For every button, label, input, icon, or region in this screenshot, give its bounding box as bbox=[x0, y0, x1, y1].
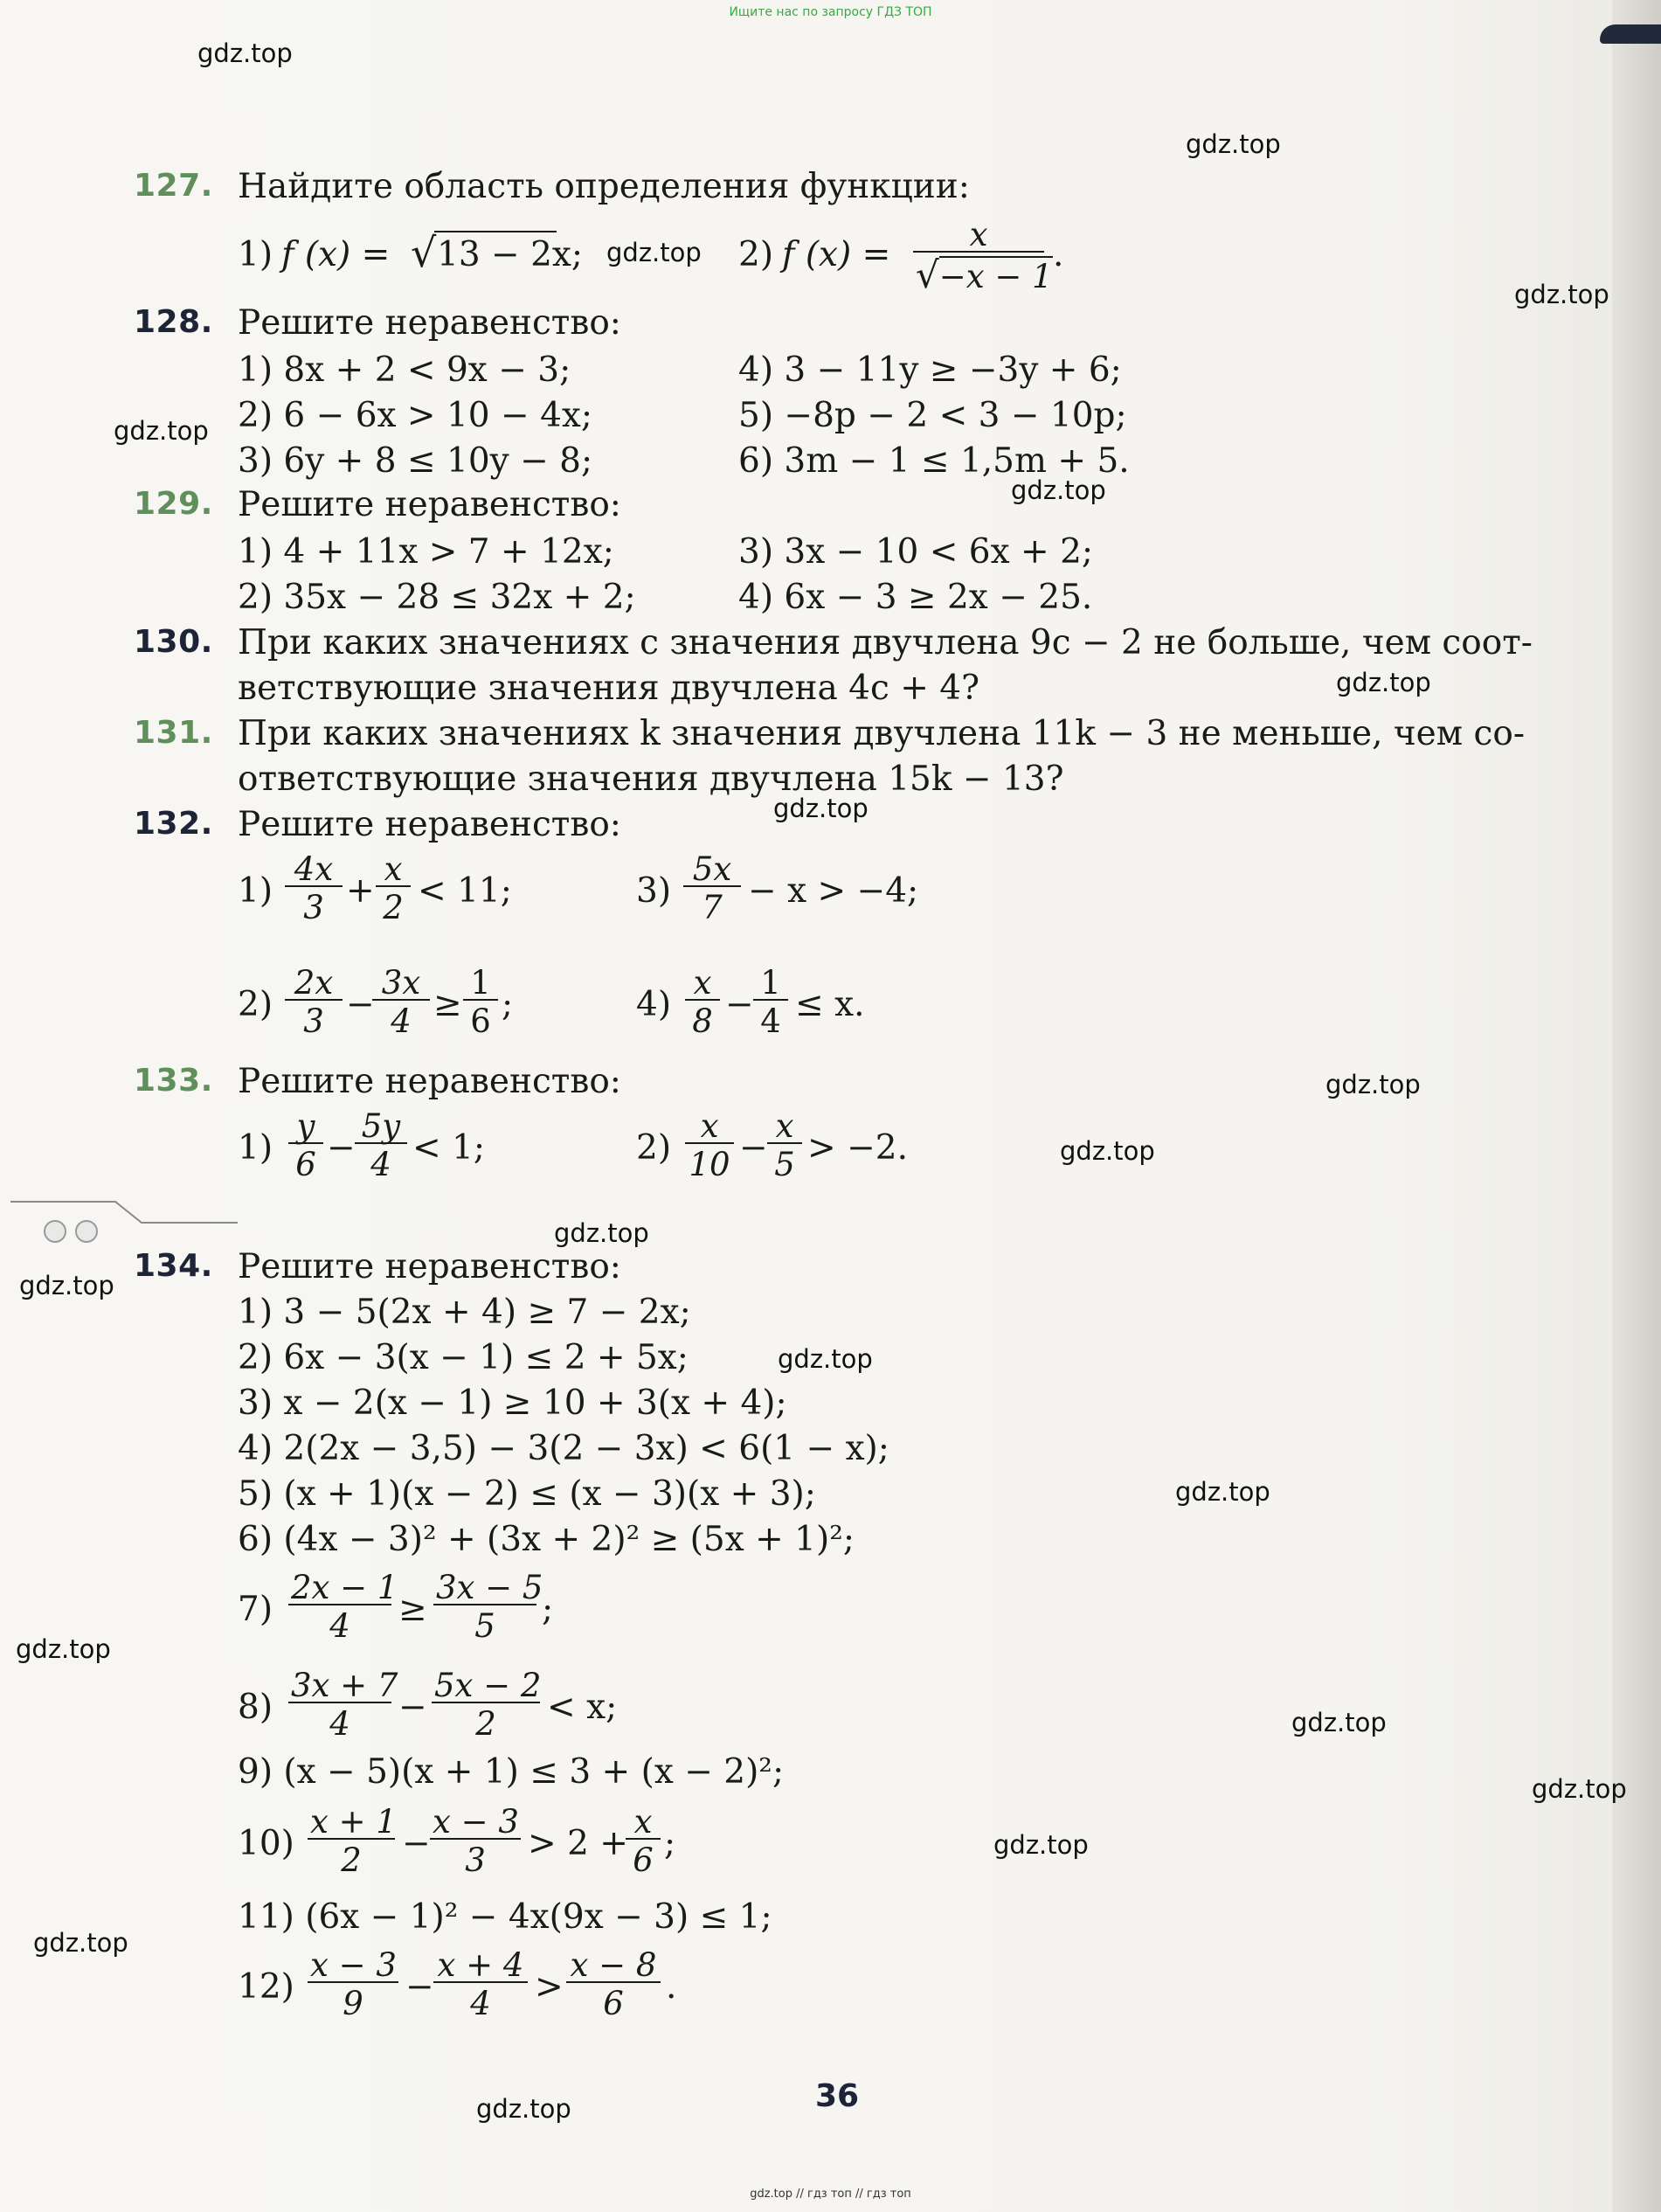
sqrt-icon: √ bbox=[916, 253, 939, 296]
inequality-rest: > −2. bbox=[807, 1128, 908, 1168]
fraction bbox=[285, 850, 343, 926]
watermark: gdz.top bbox=[554, 1218, 649, 1248]
problem-title: Решите неравенство: bbox=[238, 1247, 621, 1286]
numerator: x + 1 bbox=[308, 1806, 395, 1840]
fraction bbox=[355, 1107, 407, 1183]
item-label: 2) bbox=[636, 1128, 672, 1168]
operator: − bbox=[327, 1128, 356, 1168]
item-label: 10) bbox=[238, 1824, 294, 1863]
numerator: x + 4 bbox=[433, 1949, 528, 1983]
watermark: gdz.top bbox=[33, 1928, 128, 1958]
fraction bbox=[288, 1107, 323, 1183]
problem-number: 133. bbox=[134, 1063, 213, 1099]
problem-title: Решите неравенство: bbox=[238, 485, 621, 524]
numerator: 3x − 5 bbox=[433, 1571, 536, 1605]
inequality: 5) −8p − 2 < 3 − 10p; bbox=[738, 396, 1127, 435]
numerator: 5x bbox=[683, 853, 741, 887]
watermark: gdz.top bbox=[16, 1634, 111, 1664]
watermark: gdz.top bbox=[993, 1830, 1089, 1860]
problem-text: При каких значениях c значения двучлена 9c − 2 не больше, чем соот- bbox=[238, 623, 1533, 662]
inequality: 6) (4x − 3)² + (3x + 2)² ≥ (5x + 1)²; bbox=[238, 1520, 855, 1559]
item-label: 1) bbox=[238, 235, 273, 274]
operator: − bbox=[398, 1688, 427, 1727]
item-label: 1) bbox=[238, 1128, 273, 1168]
punctuation: . bbox=[666, 1967, 677, 2007]
operator: − bbox=[739, 1128, 768, 1168]
inequality-rest: < x; bbox=[547, 1688, 618, 1727]
inequality-rest: > 2 + bbox=[528, 1824, 628, 1863]
denominator bbox=[913, 253, 1053, 296]
operator: − bbox=[405, 1967, 434, 2007]
watermark: gdz.top bbox=[778, 1344, 873, 1374]
denominator: 5 bbox=[474, 1607, 495, 1645]
item-label: 3) bbox=[636, 871, 672, 911]
inequality: 1) 4 + 11x > 7 + 12x; bbox=[238, 532, 614, 572]
numerator: x bbox=[685, 967, 720, 1001]
radicand: 13 − 2x; bbox=[437, 235, 584, 274]
numerator: x − 3 bbox=[430, 1806, 521, 1840]
page-number: 36 bbox=[815, 2078, 860, 2114]
punctuation: ; bbox=[542, 1590, 554, 1629]
denominator: 2 bbox=[475, 1705, 496, 1743]
numerator: 2x bbox=[285, 967, 343, 1001]
function-lhs: f (x) = bbox=[281, 235, 391, 274]
operator: − bbox=[402, 1824, 431, 1863]
problem-number: 127. bbox=[134, 168, 213, 204]
inequality-rest: < 11; bbox=[418, 871, 512, 911]
inequality: 3) x − 2(x − 1) ≥ 10 + 3(x + 4); bbox=[238, 1383, 787, 1423]
fraction bbox=[566, 1946, 661, 2022]
fraction bbox=[626, 1803, 661, 1879]
watermark: gdz.top bbox=[1186, 129, 1281, 159]
inequality: 1) 3 − 5(2x + 4) ≥ 7 − 2x; bbox=[238, 1293, 691, 1332]
inequality: 2) 6x − 3(x − 1) ≤ 2 + 5x; bbox=[238, 1338, 689, 1377]
denominator: 6 bbox=[295, 1146, 316, 1183]
item-label: 4) bbox=[636, 985, 672, 1024]
numerator: 3x + 7 bbox=[288, 1669, 391, 1703]
fraction bbox=[430, 1803, 521, 1879]
inequality-rest: < 1; bbox=[412, 1128, 486, 1168]
denominator: 7 bbox=[702, 889, 723, 926]
operator: − bbox=[346, 985, 375, 1024]
sqrt-icon: √ bbox=[411, 229, 437, 276]
denominator: 3 bbox=[303, 889, 324, 926]
denominator: 4 bbox=[370, 1146, 391, 1183]
numerator: 1 bbox=[753, 967, 788, 1001]
circle-icon bbox=[44, 1220, 66, 1243]
function-lhs: f (x) = bbox=[782, 235, 891, 274]
inequality: 4) 2(2x − 3,5) − 3(2 − 3x) < 6(1 − x); bbox=[238, 1429, 889, 1468]
watermark: gdz.top bbox=[1532, 1774, 1627, 1804]
item-label: 8) bbox=[238, 1688, 273, 1727]
inequality-rest: − x > −4; bbox=[748, 871, 919, 911]
denominator: 4 bbox=[329, 1705, 350, 1743]
numerator: 3x bbox=[372, 967, 430, 1001]
denominator: 9 bbox=[343, 1985, 363, 2022]
margin-decoration bbox=[10, 1193, 238, 1228]
fraction bbox=[433, 1569, 543, 1645]
denominator: 4 bbox=[470, 1985, 491, 2022]
problem-number: 134. bbox=[134, 1248, 213, 1284]
fraction bbox=[685, 964, 720, 1040]
numerator: x bbox=[767, 1110, 802, 1144]
inequality: 6) 3m − 1 ≤ 1,5m + 5. bbox=[738, 441, 1130, 481]
denominator: 4 bbox=[391, 1002, 412, 1040]
problem-text: ветствующие значения двучлена 4c + 4? bbox=[238, 669, 980, 708]
corner-mark bbox=[1600, 24, 1661, 44]
watermark: gdz.top bbox=[1060, 1136, 1155, 1166]
problem-number: 130. bbox=[134, 624, 213, 660]
item-label: 2) bbox=[238, 985, 273, 1024]
inequality: 11) (6x − 1)² − 4x(9x − 3) ≤ 1; bbox=[238, 1897, 772, 1937]
numerator: x − 3 bbox=[308, 1949, 398, 1983]
problem-title: Найдите область определения функции: bbox=[238, 167, 970, 206]
inequality: 3) 6y + 8 ≤ 10y − 8; bbox=[238, 441, 593, 481]
numerator: x − 8 bbox=[566, 1949, 661, 1983]
numerator: 5y bbox=[355, 1110, 407, 1144]
inequality: 9) (x − 5)(x + 1) ≤ 3 + (x − 2)²; bbox=[238, 1752, 785, 1792]
denominator: 5 bbox=[774, 1146, 795, 1183]
item-label: 7) bbox=[238, 1590, 273, 1629]
watermark: gdz.top bbox=[197, 38, 293, 68]
fraction bbox=[376, 850, 411, 926]
watermark: gdz.top bbox=[1175, 1477, 1270, 1507]
numerator: 4x bbox=[285, 853, 343, 887]
fraction bbox=[308, 1803, 397, 1879]
operator: ≥ bbox=[398, 1590, 427, 1629]
item-label: 2) bbox=[738, 235, 774, 274]
fraction bbox=[913, 216, 1053, 296]
denominator: 4 bbox=[329, 1607, 350, 1645]
fraction bbox=[372, 964, 430, 1040]
numerator: x bbox=[685, 1110, 734, 1144]
numerator: x bbox=[376, 853, 411, 887]
fraction bbox=[285, 964, 343, 1040]
problem-title: Решите неравенство: bbox=[238, 805, 621, 844]
watermark: gdz.top bbox=[1336, 668, 1431, 697]
punctuation: ; bbox=[502, 985, 514, 1024]
watermark: gdz.top bbox=[773, 794, 869, 823]
problem-number: 128. bbox=[134, 304, 213, 340]
denominator: 3 bbox=[303, 1002, 324, 1040]
numerator: 5x − 2 bbox=[432, 1669, 540, 1703]
circle-icon bbox=[75, 1220, 98, 1243]
problem-text: ответствующие значения двучлена 15k − 13? bbox=[238, 759, 1064, 799]
denominator: 6 bbox=[633, 1841, 654, 1879]
watermark: gdz.top bbox=[1514, 280, 1609, 309]
numerator: y bbox=[288, 1110, 323, 1144]
radicand: −x − 1 bbox=[938, 258, 1053, 295]
inequality-rest: ≤ x. bbox=[795, 985, 865, 1024]
denominator: 3 bbox=[465, 1841, 486, 1879]
sqrt-bar bbox=[434, 231, 557, 232]
denominator: 4 bbox=[760, 1002, 781, 1040]
denominator: 10 bbox=[689, 1146, 730, 1183]
inequality: 3) 3x − 10 < 6x + 2; bbox=[738, 532, 1094, 572]
denominator: 2 bbox=[341, 1841, 362, 1879]
top-note: Ищите нас по запросу ГДЗ ТОП bbox=[729, 5, 932, 19]
problem-title: Решите неравенство: bbox=[238, 1062, 621, 1101]
watermark: gdz.top bbox=[1291, 1708, 1387, 1737]
watermark: gdz.top bbox=[1011, 475, 1106, 505]
inequality: 2) 6 − 6x > 10 − 4x; bbox=[238, 396, 593, 435]
fraction bbox=[767, 1107, 802, 1183]
problem-text: При каких значениях k значения двучлена 11k − 3 не меньше, чем со- bbox=[238, 714, 1525, 753]
bottom-note: gdz.top // гдз топ // гдз топ bbox=[750, 2188, 911, 2201]
operator: − bbox=[725, 985, 754, 1024]
fraction bbox=[433, 1946, 528, 2022]
page-binding-edge bbox=[1612, 0, 1661, 2212]
problem-number: 129. bbox=[134, 486, 213, 522]
fraction bbox=[463, 964, 498, 1040]
numerator: x bbox=[913, 218, 1044, 253]
fraction bbox=[685, 1107, 734, 1183]
watermark: gdz.top bbox=[476, 2094, 571, 2124]
watermark: gdz.top bbox=[114, 416, 209, 446]
watermark: gdz.top bbox=[1325, 1070, 1421, 1099]
problem-title: Решите неравенство: bbox=[238, 303, 621, 343]
inequality: 4) 6x − 3 ≥ 2x − 25. bbox=[738, 578, 1093, 617]
fraction bbox=[288, 1569, 398, 1645]
denominator: 8 bbox=[692, 1002, 713, 1040]
item-label: 12) bbox=[238, 1967, 294, 2007]
denominator: 2 bbox=[383, 889, 404, 926]
fraction bbox=[432, 1667, 542, 1743]
problem-number: 132. bbox=[134, 806, 213, 842]
inequality: 1) 8x + 2 < 9x − 3; bbox=[238, 350, 571, 390]
watermark: gdz.top bbox=[19, 1271, 114, 1300]
punctuation: . bbox=[1053, 235, 1064, 274]
inequality: 4) 3 − 11y ≥ −3y + 6; bbox=[738, 350, 1122, 390]
denominator: 6 bbox=[470, 1002, 491, 1040]
fraction bbox=[308, 1946, 398, 2022]
inequality: 2) 35x − 28 ≤ 32x + 2; bbox=[238, 578, 636, 617]
punctuation: ; bbox=[664, 1824, 676, 1863]
operator: + bbox=[346, 871, 375, 911]
denominator: 6 bbox=[603, 1985, 624, 2022]
operator: > bbox=[535, 1967, 564, 2007]
problem-number: 131. bbox=[134, 715, 213, 751]
fraction bbox=[683, 850, 741, 926]
numerator: 2x − 1 bbox=[288, 1571, 391, 1605]
item-label: 1) bbox=[238, 871, 273, 911]
numerator: 1 bbox=[463, 967, 498, 1001]
fraction bbox=[288, 1667, 398, 1743]
operator: ≥ bbox=[433, 985, 462, 1024]
fraction bbox=[753, 964, 788, 1040]
numerator: x bbox=[626, 1806, 661, 1840]
inequality: 5) (x + 1)(x − 2) ≤ (x − 3)(x + 3); bbox=[238, 1474, 816, 1514]
watermark: gdz.top bbox=[606, 238, 702, 267]
